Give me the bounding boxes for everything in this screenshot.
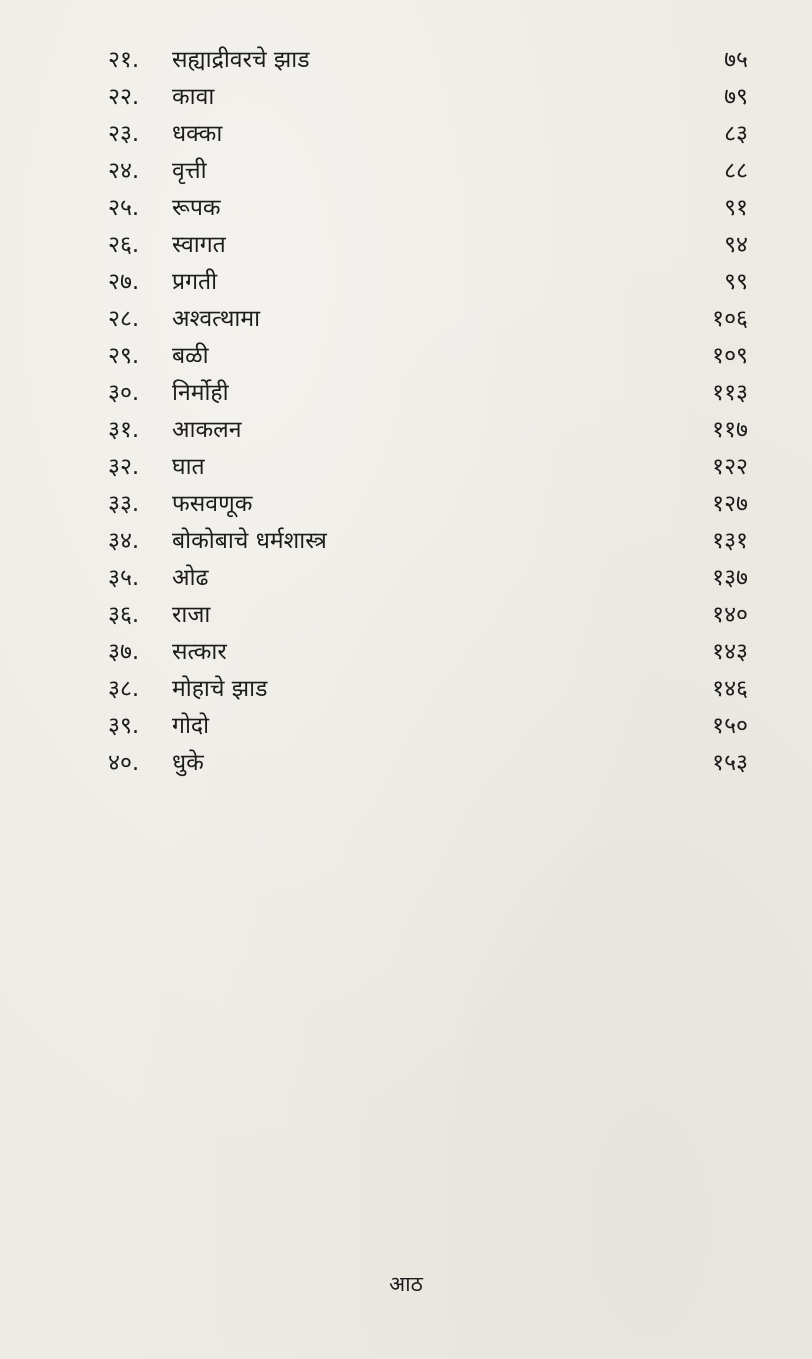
entry-page: ७५ xyxy=(724,47,748,73)
entry-title: धक्का xyxy=(172,121,223,147)
entry-number: २२. xyxy=(108,84,140,110)
toc-entry xyxy=(108,745,748,782)
entry-title: घात xyxy=(172,454,205,480)
entry-title: स्वागत xyxy=(172,232,226,258)
entry-page: १०६ xyxy=(712,306,748,332)
entry-page: १४६ xyxy=(712,676,748,702)
entry-number: २४. xyxy=(108,158,140,184)
entry-title: राजा xyxy=(172,602,211,628)
entry-number: ३६. xyxy=(108,602,140,628)
entry-number: २३. xyxy=(108,121,140,147)
entry-page: १०९ xyxy=(712,343,748,369)
toc-entry xyxy=(108,116,748,153)
toc-entry xyxy=(108,264,748,301)
entry-title: गोदो xyxy=(172,713,210,739)
entry-page: १३१ xyxy=(712,528,748,554)
toc-entry xyxy=(108,42,748,79)
toc-entry xyxy=(108,597,748,634)
toc-entry xyxy=(108,153,748,190)
toc-entry xyxy=(108,708,748,745)
entry-page: १३७ xyxy=(712,565,748,591)
entry-page: १४३ xyxy=(712,639,748,665)
entry-page: ९४ xyxy=(724,232,748,258)
entry-page: १५० xyxy=(712,713,748,739)
entry-title: बोकोबाचे धर्मशास्त्र xyxy=(172,528,327,554)
toc-entry xyxy=(108,560,748,597)
entry-number: ३१. xyxy=(108,417,140,443)
entry-title: सह्याद्रीवरचे झाड xyxy=(172,47,310,73)
entry-title: कावा xyxy=(172,84,215,110)
entry-title: ओढ xyxy=(172,565,209,591)
entry-page: ११३ xyxy=(712,380,748,406)
entry-title: अश्वत्थामा xyxy=(172,306,261,332)
table-of-contents xyxy=(108,42,748,782)
entry-number: २७. xyxy=(108,269,140,295)
entry-number: ३०. xyxy=(108,380,140,406)
page-footer-label: आठ xyxy=(389,1272,423,1296)
entry-number: ३५. xyxy=(108,565,140,591)
entry-number: २८. xyxy=(108,306,140,332)
toc-entry xyxy=(108,79,748,116)
entry-title: सत्कार xyxy=(172,639,227,665)
entry-page: १२२ xyxy=(712,454,748,480)
toc-entry xyxy=(108,412,748,449)
entry-title: वृत्ती xyxy=(172,158,207,184)
entry-number: ३७. xyxy=(108,639,140,665)
entry-page: १२७ xyxy=(712,491,748,517)
entry-title: मोहाचे झाड xyxy=(172,676,268,702)
entry-number: ४०. xyxy=(108,750,140,776)
entry-number: २५. xyxy=(108,195,140,221)
entry-number: ३९. xyxy=(108,713,140,739)
entry-number: ३४. xyxy=(108,528,140,554)
toc-entry xyxy=(108,375,748,412)
entry-page: ९१ xyxy=(724,195,748,221)
entry-page: ७९ xyxy=(724,84,748,110)
entry-number: २१. xyxy=(108,47,140,73)
entry-title: निर्मोही xyxy=(172,380,229,406)
entry-title: फसवणूक xyxy=(172,491,253,517)
toc-entry xyxy=(108,449,748,486)
toc-entry xyxy=(108,190,748,227)
entry-number: ३२. xyxy=(108,454,140,480)
toc-entry xyxy=(108,338,748,375)
entry-title: बळी xyxy=(172,343,209,369)
entry-title: आकलन xyxy=(172,417,242,443)
entry-number: २६. xyxy=(108,232,140,258)
toc-entry xyxy=(108,671,748,708)
toc-entry xyxy=(108,634,748,671)
toc-entry xyxy=(108,227,748,264)
entry-page: १४० xyxy=(712,602,748,628)
entry-page: १५३ xyxy=(712,750,748,776)
toc-entry xyxy=(108,301,748,338)
entry-title: प्रगती xyxy=(172,269,218,295)
entry-title: धुके xyxy=(172,750,204,776)
entry-number: ३३. xyxy=(108,491,140,517)
entry-page: ८८ xyxy=(724,158,748,184)
toc-entry xyxy=(108,486,748,523)
toc-entry xyxy=(108,523,748,560)
entry-number: २९. xyxy=(108,343,140,369)
entry-number: ३८. xyxy=(108,676,140,702)
entry-page: ८३ xyxy=(724,121,748,147)
entry-page: ११७ xyxy=(712,417,748,443)
entry-page: ९९ xyxy=(724,269,748,295)
entry-title: रूपक xyxy=(172,195,221,221)
